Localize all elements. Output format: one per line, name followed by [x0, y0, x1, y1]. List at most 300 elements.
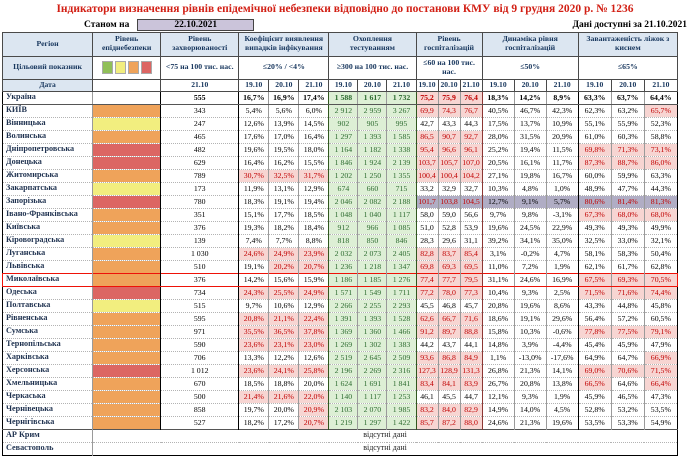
oxygen-beds-cell[interactable]: 49,3% [611, 221, 644, 234]
hospitalization-cell[interactable]: 59,0 [438, 208, 460, 221]
incidence-cell[interactable]: 465 [161, 130, 239, 143]
epidemic-level-cell[interactable] [93, 169, 161, 182]
oxygen-beds-cell[interactable]: 63,7% [611, 91, 644, 104]
epidemic-level-cell[interactable] [93, 247, 161, 260]
no-data-cell[interactable]: відсутні дані [93, 429, 678, 442]
testing-cell[interactable]: 1 841 [387, 377, 416, 390]
detection-coef-cell[interactable]: 5,4% [239, 104, 269, 117]
testing-cell[interactable]: 1 250 [358, 169, 387, 182]
dynamics-cell[interactable]: 4,7% [546, 247, 578, 260]
hospitalization-cell[interactable]: 52,8 [438, 221, 460, 234]
detection-coef-cell[interactable]: 17,6% [239, 130, 269, 143]
testing-cell[interactable]: 818 [329, 234, 358, 247]
oxygen-beds-cell[interactable]: 62,8% [644, 260, 677, 273]
dynamics-cell[interactable]: 9,3% [514, 286, 546, 299]
testing-cell[interactable]: 1 624 [329, 377, 358, 390]
dynamics-cell[interactable]: 10,3% [482, 182, 514, 195]
dynamics-cell[interactable]: 8,9% [546, 91, 578, 104]
detection-coef-cell[interactable]: 19,1% [239, 260, 269, 273]
testing-cell[interactable]: 1 218 [358, 260, 387, 273]
detection-coef-cell[interactable]: 18,5% [299, 208, 329, 221]
testing-cell[interactable]: 2 082 [358, 195, 387, 208]
detection-coef-cell[interactable]: 21,4% [239, 390, 269, 403]
hospitalization-cell[interactable]: 44,1 [460, 338, 482, 351]
incidence-cell[interactable]: 595 [161, 312, 239, 325]
oxygen-beds-cell[interactable]: 53,5% [644, 403, 677, 416]
oxygen-beds-cell[interactable]: 64,7% [611, 351, 644, 364]
region-name-cell[interactable]: Івано-Франківська [3, 208, 93, 221]
testing-cell[interactable]: 2 032 [329, 247, 358, 260]
hospitalization-cell[interactable]: 46,1 [416, 390, 438, 403]
epidemic-level-cell[interactable] [93, 221, 161, 234]
detection-coef-cell[interactable]: 18,3% [239, 195, 269, 208]
oxygen-beds-cell[interactable]: 60,5% [644, 312, 677, 325]
detection-coef-cell[interactable]: 16,4% [299, 130, 329, 143]
detection-coef-cell[interactable]: 22,4% [299, 312, 329, 325]
testing-cell[interactable]: 1 393 [358, 130, 387, 143]
testing-cell[interactable]: 2 070 [358, 403, 387, 416]
detection-coef-cell[interactable]: 20,2% [269, 260, 299, 273]
detection-coef-cell[interactable]: 13,3% [239, 351, 269, 364]
detection-coef-cell[interactable]: 14,5% [299, 117, 329, 130]
dynamics-cell[interactable]: -13,0% [514, 351, 546, 364]
hospitalization-cell[interactable]: 56,6 [460, 208, 482, 221]
region-name-cell[interactable]: Миколаївська [3, 273, 93, 286]
epidemic-level-cell[interactable] [93, 338, 161, 351]
oxygen-beds-cell[interactable]: 47,3% [644, 390, 677, 403]
detection-coef-cell[interactable]: 23,6% [239, 338, 269, 351]
detection-coef-cell[interactable]: 20,0% [269, 403, 299, 416]
dynamics-cell[interactable]: 9,7% [482, 208, 514, 221]
detection-coef-cell[interactable]: 18,2% [269, 221, 299, 234]
oxygen-beds-cell[interactable]: 47,7% [611, 182, 644, 195]
testing-cell[interactable]: 912 [329, 221, 358, 234]
oxygen-beds-cell[interactable]: 70,5% [644, 273, 677, 286]
hospitalization-cell[interactable]: 58,0 [416, 208, 438, 221]
dynamics-cell[interactable]: 29,6% [546, 312, 578, 325]
dynamics-cell[interactable]: 24,6% [482, 416, 514, 429]
detection-coef-cell[interactable]: 13,1% [269, 182, 299, 195]
region-name-cell[interactable]: Вінницька [3, 117, 93, 130]
hospitalization-cell[interactable]: 28,3 [416, 234, 438, 247]
epidemic-level-cell[interactable] [93, 364, 161, 377]
testing-cell[interactable]: 1 924 [358, 156, 387, 169]
testing-cell[interactable]: 1 985 [387, 403, 416, 416]
incidence-cell[interactable]: 515 [161, 299, 239, 312]
dynamics-cell[interactable]: 12,1% [482, 390, 514, 403]
epidemic-level-cell[interactable] [93, 416, 161, 429]
dynamics-cell[interactable]: 19,8% [514, 169, 546, 182]
epidemic-level-cell[interactable] [93, 130, 161, 143]
oxygen-beds-cell[interactable]: 66,5% [578, 377, 611, 390]
testing-cell[interactable]: 1 466 [387, 325, 416, 338]
epidemic-level-cell[interactable] [93, 195, 161, 208]
incidence-cell[interactable]: 858 [161, 403, 239, 416]
dynamics-cell[interactable]: 34,1% [514, 234, 546, 247]
detection-coef-cell[interactable]: 17,0% [269, 130, 299, 143]
detection-coef-cell[interactable]: 12,9% [299, 299, 329, 312]
detection-coef-cell[interactable]: 5,6% [269, 104, 299, 117]
testing-cell[interactable]: 1 185 [358, 273, 387, 286]
oxygen-beds-cell[interactable]: 71,6% [611, 286, 644, 299]
dynamics-cell[interactable]: 14,9% [482, 403, 514, 416]
epidemic-level-cell[interactable] [93, 377, 161, 390]
dynamics-cell[interactable]: 31,5% [514, 130, 546, 143]
incidence-cell[interactable]: 670 [161, 377, 239, 390]
hospitalization-cell[interactable]: 89,7 [438, 325, 460, 338]
oxygen-beds-cell[interactable]: 73,1% [644, 143, 677, 156]
oxygen-beds-cell[interactable]: 70,6% [611, 364, 644, 377]
detection-coef-cell[interactable]: 36,5% [269, 325, 299, 338]
oxygen-beds-cell[interactable]: 63,2% [611, 104, 644, 117]
region-name-cell[interactable]: Чернігівська [3, 416, 93, 429]
hospitalization-cell[interactable]: 43,3 [438, 117, 460, 130]
incidence-cell[interactable]: 527 [161, 416, 239, 429]
epidemic-level-cell[interactable] [93, 208, 161, 221]
epidemic-level-cell[interactable] [93, 286, 161, 299]
hospitalization-cell[interactable]: 79,5 [460, 273, 482, 286]
oxygen-beds-cell[interactable]: 64,4% [644, 91, 677, 104]
hospitalization-cell[interactable]: 76,7 [460, 104, 482, 117]
incidence-cell[interactable]: 590 [161, 338, 239, 351]
incidence-cell[interactable]: 376 [161, 221, 239, 234]
hospitalization-cell[interactable]: 33,2 [416, 182, 438, 195]
oxygen-beds-cell[interactable]: 67,3% [578, 208, 611, 221]
testing-cell[interactable]: 1 117 [387, 208, 416, 221]
dynamics-cell[interactable]: 46,7% [514, 104, 546, 117]
hospitalization-cell[interactable]: 77,2 [416, 286, 438, 299]
testing-cell[interactable]: 2 188 [387, 195, 416, 208]
dynamics-cell[interactable]: 11,0% [482, 260, 514, 273]
dynamics-cell[interactable]: 16,7% [546, 169, 578, 182]
testing-cell[interactable]: 2 073 [358, 247, 387, 260]
dynamics-cell[interactable]: 24,6% [514, 273, 546, 286]
hospitalization-cell[interactable]: 69,5 [460, 260, 482, 273]
hospitalization-cell[interactable]: 77,7 [438, 273, 460, 286]
epidemic-level-cell[interactable] [93, 312, 161, 325]
dynamics-cell[interactable]: 21,3% [514, 364, 546, 377]
detection-coef-cell[interactable]: 23,9% [299, 247, 329, 260]
testing-cell[interactable]: 3 267 [387, 104, 416, 117]
region-name-cell[interactable]: Луганська [3, 247, 93, 260]
hospitalization-cell[interactable]: 84,1 [438, 377, 460, 390]
oxygen-beds-cell[interactable]: 45,4% [578, 338, 611, 351]
region-name-cell[interactable]: Тернопільська [3, 338, 93, 351]
detection-coef-cell[interactable]: 15,5% [299, 156, 329, 169]
epidemic-level-cell[interactable] [93, 260, 161, 273]
testing-cell[interactable]: 1 549 [358, 286, 387, 299]
detection-coef-cell[interactable]: 9,7% [239, 299, 269, 312]
dynamics-cell[interactable]: 9,8% [514, 208, 546, 221]
incidence-cell[interactable]: 343 [161, 104, 239, 117]
epidemic-level-cell[interactable] [93, 104, 161, 117]
region-name-cell[interactable]: Черкаська [3, 390, 93, 403]
dynamics-cell[interactable]: 18,6% [482, 312, 514, 325]
testing-cell[interactable]: 1 302 [358, 338, 387, 351]
region-name-cell[interactable]: Волинська [3, 130, 93, 143]
testing-cell[interactable]: 1 347 [387, 260, 416, 273]
oxygen-beds-cell[interactable]: 45,8% [644, 299, 677, 312]
detection-coef-cell[interactable]: 7,4% [239, 234, 269, 247]
oxygen-beds-cell[interactable]: 71,5% [644, 364, 677, 377]
hospitalization-cell[interactable]: 100,4 [438, 169, 460, 182]
hospitalization-cell[interactable]: 86,8 [438, 351, 460, 364]
incidence-cell[interactable]: 971 [161, 325, 239, 338]
detection-coef-cell[interactable]: 8,8% [299, 234, 329, 247]
incidence-cell[interactable]: 247 [161, 117, 239, 130]
detection-coef-cell[interactable]: 30,7% [239, 169, 269, 182]
dynamics-cell[interactable]: 19,4% [514, 143, 546, 156]
detection-coef-cell[interactable]: 18,0% [299, 143, 329, 156]
hospitalization-cell[interactable]: 43,7 [438, 338, 460, 351]
detection-coef-cell[interactable]: 20,8% [239, 312, 269, 325]
dynamics-cell[interactable]: 26,7% [482, 377, 514, 390]
incidence-cell[interactable]: 1 030 [161, 247, 239, 260]
testing-cell[interactable]: 2 046 [329, 195, 358, 208]
oxygen-beds-cell[interactable]: 62,1% [578, 260, 611, 273]
oxygen-beds-cell[interactable]: 77,5% [611, 325, 644, 338]
oxygen-beds-cell[interactable]: 49,3% [578, 221, 611, 234]
oxygen-beds-cell[interactable]: 77,8% [578, 325, 611, 338]
detection-coef-cell[interactable]: 19,4% [299, 195, 329, 208]
oxygen-beds-cell[interactable]: 66,9% [644, 351, 677, 364]
detection-coef-cell[interactable]: 24,1% [269, 364, 299, 377]
hospitalization-cell[interactable]: 90,7 [438, 130, 460, 143]
detection-coef-cell[interactable]: 24,3% [239, 286, 269, 299]
hospitalization-cell[interactable]: 84,0 [438, 403, 460, 416]
hospitalization-cell[interactable]: 82,9 [460, 403, 482, 416]
testing-cell[interactable]: 1 711 [387, 286, 416, 299]
hospitalization-cell[interactable]: 75,2 [416, 91, 438, 104]
detection-coef-cell[interactable]: 35,5% [239, 325, 269, 338]
hospitalization-cell[interactable]: 74,3 [438, 104, 460, 117]
oxygen-beds-cell[interactable]: 44,8% [611, 299, 644, 312]
oxygen-beds-cell[interactable]: 81,4% [611, 195, 644, 208]
epidemic-level-cell[interactable] [93, 299, 161, 312]
testing-cell[interactable]: 1 297 [329, 130, 358, 143]
dynamics-cell[interactable]: 11,5% [546, 143, 578, 156]
detection-coef-cell[interactable]: 13,9% [269, 117, 299, 130]
hospitalization-cell[interactable]: 103,8 [438, 195, 460, 208]
dynamics-cell[interactable]: 40,5% [482, 104, 514, 117]
oxygen-beds-cell[interactable]: 71,3% [611, 143, 644, 156]
hospitalization-cell[interactable]: 127,3 [416, 364, 438, 377]
testing-cell[interactable]: 1 219 [329, 416, 358, 429]
dynamics-cell[interactable]: 19,1% [514, 312, 546, 325]
hospitalization-cell[interactable]: 44,2 [416, 338, 438, 351]
hospitalization-cell[interactable]: 45,5 [438, 390, 460, 403]
detection-coef-cell[interactable]: 12,9% [299, 182, 329, 195]
region-name-cell[interactable]: Житомирська [3, 169, 93, 182]
oxygen-beds-cell[interactable]: 60,0% [578, 169, 611, 182]
hospitalization-cell[interactable]: 76,4 [460, 91, 482, 104]
dynamics-cell[interactable]: 1,9% [546, 390, 578, 403]
dynamics-cell[interactable]: 19,6% [514, 299, 546, 312]
dynamics-cell[interactable]: 7,2% [514, 260, 546, 273]
region-name-cell[interactable]: Севастополь [3, 442, 93, 455]
testing-cell[interactable]: 1 338 [387, 143, 416, 156]
testing-cell[interactable]: 1 571 [329, 286, 358, 299]
oxygen-beds-cell[interactable]: 61,0% [578, 130, 611, 143]
dynamics-cell[interactable]: 1,9% [546, 260, 578, 273]
dynamics-cell[interactable]: 17,5% [482, 117, 514, 130]
dynamics-cell[interactable]: 22,9% [546, 221, 578, 234]
detection-coef-cell[interactable]: 23,0% [299, 338, 329, 351]
detection-coef-cell[interactable]: 21,6% [269, 390, 299, 403]
hospitalization-cell[interactable]: 128,9 [438, 364, 460, 377]
testing-cell[interactable]: 1 085 [387, 221, 416, 234]
testing-cell[interactable]: 1 369 [329, 325, 358, 338]
detection-coef-cell[interactable]: 17,4% [299, 91, 329, 104]
testing-cell[interactable]: 1 691 [358, 377, 387, 390]
testing-cell[interactable]: 715 [387, 182, 416, 195]
hospitalization-cell[interactable]: 104,5 [460, 195, 482, 208]
hospitalization-cell[interactable]: 66,7 [438, 312, 460, 325]
hospitalization-cell[interactable]: 69,8 [416, 260, 438, 273]
testing-cell[interactable]: 1 117 [358, 390, 387, 403]
region-name-cell[interactable]: Херсонська [3, 364, 93, 377]
testing-cell[interactable]: 966 [358, 221, 387, 234]
testing-cell[interactable]: 2 645 [358, 351, 387, 364]
testing-cell[interactable]: 1 383 [387, 338, 416, 351]
testing-cell[interactable]: 1 422 [387, 416, 416, 429]
testing-cell[interactable]: 1 276 [387, 273, 416, 286]
oxygen-beds-cell[interactable]: 74,4% [644, 286, 677, 299]
detection-coef-cell[interactable]: 20,7% [299, 260, 329, 273]
hospitalization-cell[interactable]: 42,7 [416, 117, 438, 130]
oxygen-beds-cell[interactable]: 53,3% [611, 416, 644, 429]
oxygen-beds-cell[interactable]: 63,3% [578, 91, 611, 104]
dynamics-cell[interactable]: 11,7% [546, 156, 578, 169]
region-name-cell[interactable]: Харківська [3, 351, 93, 364]
hospitalization-cell[interactable]: 69,9 [416, 104, 438, 117]
epidemic-level-cell[interactable] [93, 273, 161, 286]
dynamics-cell[interactable]: 42,3% [546, 104, 578, 117]
region-name-cell[interactable]: Україна [3, 91, 93, 104]
oxygen-beds-cell[interactable]: 52,8% [578, 403, 611, 416]
oxygen-beds-cell[interactable]: 63,3% [644, 169, 677, 182]
testing-cell[interactable]: 2 266 [329, 299, 358, 312]
dynamics-cell[interactable]: -17,6% [546, 351, 578, 364]
detection-coef-cell[interactable]: 19,3% [239, 221, 269, 234]
incidence-cell[interactable]: 351 [161, 208, 239, 221]
dynamics-cell[interactable]: -0,2% [514, 247, 546, 260]
dynamics-cell[interactable]: 4,5% [546, 403, 578, 416]
detection-coef-cell[interactable]: 15,6% [269, 273, 299, 286]
dynamics-cell[interactable]: 13,7% [514, 117, 546, 130]
region-name-cell[interactable]: Рівненська [3, 312, 93, 325]
hospitalization-cell[interactable]: 77,3 [460, 286, 482, 299]
hospitalization-cell[interactable]: 107,0 [460, 156, 482, 169]
hospitalization-cell[interactable]: 78,0 [438, 286, 460, 299]
dynamics-cell[interactable]: 3,1% [482, 247, 514, 260]
region-name-cell[interactable]: Чернівецька [3, 403, 93, 416]
hospitalization-cell[interactable]: 29,6 [438, 234, 460, 247]
incidence-cell[interactable]: 706 [161, 351, 239, 364]
oxygen-beds-cell[interactable]: 43,3% [578, 299, 611, 312]
oxygen-beds-cell[interactable]: 69,8% [578, 143, 611, 156]
dynamics-cell[interactable]: 14,2% [514, 91, 546, 104]
oxygen-beds-cell[interactable]: 60,3% [611, 130, 644, 143]
incidence-cell[interactable]: 555 [161, 91, 239, 104]
no-data-cell[interactable]: відсутні дані [93, 442, 678, 455]
oxygen-beds-cell[interactable]: 80,6% [578, 195, 611, 208]
region-name-cell[interactable]: Донецька [3, 156, 93, 169]
detection-coef-cell[interactable]: 21,1% [269, 312, 299, 325]
testing-cell[interactable]: 674 [329, 182, 358, 195]
incidence-cell[interactable]: 1 012 [161, 364, 239, 377]
testing-cell[interactable]: 1 588 [329, 91, 358, 104]
testing-cell[interactable]: 850 [358, 234, 387, 247]
dynamics-cell[interactable]: 3,9% [514, 338, 546, 351]
detection-coef-cell[interactable]: 17,2% [269, 416, 299, 429]
oxygen-beds-cell[interactable]: 46,5% [611, 390, 644, 403]
testing-cell[interactable]: 2 405 [387, 247, 416, 260]
hospitalization-cell[interactable]: 87,2 [438, 416, 460, 429]
dynamics-cell[interactable]: 27,1% [482, 169, 514, 182]
testing-cell[interactable]: 2 293 [387, 299, 416, 312]
oxygen-beds-cell[interactable]: 48,9% [578, 182, 611, 195]
testing-cell[interactable]: 1 355 [387, 169, 416, 182]
oxygen-beds-cell[interactable]: 67,5% [578, 273, 611, 286]
oxygen-beds-cell[interactable]: 69,0% [578, 364, 611, 377]
detection-coef-cell[interactable]: 18,2% [239, 416, 269, 429]
testing-cell[interactable]: 2 316 [387, 364, 416, 377]
testing-cell[interactable]: 995 [387, 117, 416, 130]
oxygen-beds-cell[interactable]: 62,3% [578, 104, 611, 117]
testing-cell[interactable]: 1 040 [358, 208, 387, 221]
oxygen-beds-cell[interactable]: 58,8% [644, 130, 677, 143]
dynamics-cell[interactable]: 20,8% [482, 299, 514, 312]
hospitalization-cell[interactable]: 53,9 [460, 221, 482, 234]
dynamics-cell[interactable]: 10,4% [482, 286, 514, 299]
dynamics-cell[interactable]: -0,6% [546, 325, 578, 338]
testing-cell[interactable]: 1 253 [387, 390, 416, 403]
oxygen-beds-cell[interactable]: 58,1% [578, 247, 611, 260]
hospitalization-cell[interactable]: 71,6 [460, 312, 482, 325]
dynamics-cell[interactable]: 5,7% [546, 195, 578, 208]
detection-coef-cell[interactable]: 22,0% [299, 390, 329, 403]
dynamics-cell[interactable]: -4,4% [546, 338, 578, 351]
detection-coef-cell[interactable]: 25,8% [299, 364, 329, 377]
oxygen-beds-cell[interactable]: 53,5% [578, 416, 611, 429]
incidence-cell[interactable]: 500 [161, 390, 239, 403]
dynamics-cell[interactable]: 26,8% [482, 364, 514, 377]
detection-coef-cell[interactable]: 12,2% [269, 351, 299, 364]
oxygen-beds-cell[interactable]: 33,0% [611, 234, 644, 247]
dynamics-cell[interactable]: 9,3% [514, 390, 546, 403]
epidemic-level-cell[interactable] [93, 143, 161, 156]
oxygen-beds-cell[interactable]: 58,3% [611, 247, 644, 260]
oxygen-beds-cell[interactable]: 59,9% [611, 169, 644, 182]
hospitalization-cell[interactable]: 44,3 [460, 117, 482, 130]
hospitalization-cell[interactable]: 83,4 [416, 377, 438, 390]
testing-cell[interactable]: 2 269 [358, 364, 387, 377]
region-name-cell[interactable]: Дніпропетровська [3, 143, 93, 156]
detection-coef-cell[interactable]: 16,4% [239, 156, 269, 169]
testing-cell[interactable]: 1 202 [329, 169, 358, 182]
oxygen-beds-cell[interactable]: 64,6% [611, 377, 644, 390]
hospitalization-cell[interactable]: 32,7 [460, 182, 482, 195]
oxygen-beds-cell[interactable]: 54,9% [644, 416, 677, 429]
detection-coef-cell[interactable]: 24,9% [269, 247, 299, 260]
detection-coef-cell[interactable]: 14,2% [239, 273, 269, 286]
hospitalization-cell[interactable]: 75,9 [438, 91, 460, 104]
oxygen-beds-cell[interactable]: 32,1% [644, 234, 677, 247]
incidence-cell[interactable]: 510 [161, 260, 239, 273]
hospitalization-cell[interactable]: 100,4 [416, 169, 438, 182]
dynamics-cell[interactable]: 10,3% [514, 325, 546, 338]
